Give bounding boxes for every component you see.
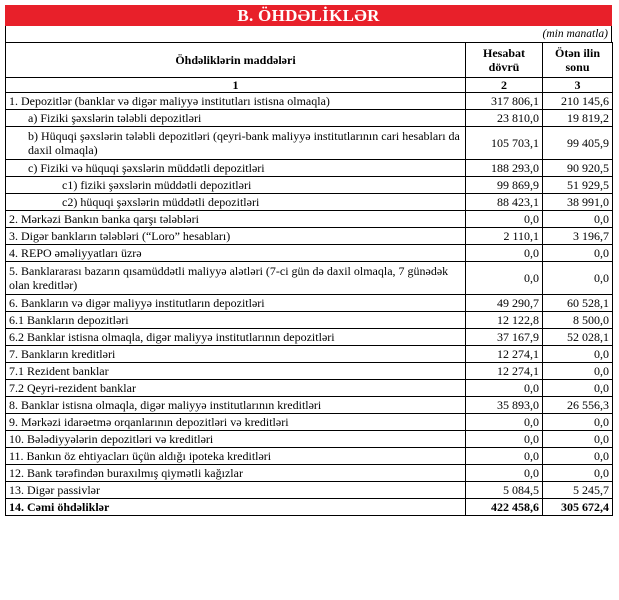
total-label: 14. Cəmi öhdəliklər [6, 499, 466, 516]
row-previous-value: 0,0 [543, 448, 613, 465]
row-previous-value: 19 819,2 [543, 110, 613, 127]
row-label: 5. Banklararası bazarın qısamüddətli maliyyə alətləri (7-ci gün də daxil olmaqla, 7 günədək olan kreditlər) [6, 262, 466, 295]
row-label: 2. Mərkəzi Bankın banka qarşı tələbləri [6, 211, 466, 228]
row-label: 12. Bank tərəfindən buraxılmış qiymətli kağızlar [6, 465, 466, 482]
table-row [6, 380, 613, 397]
row-label: c1) fiziki şəxslərin müddətli depozitləri [6, 177, 466, 194]
row-previous-value: 26 556,3 [543, 397, 613, 414]
row-previous-value: 0,0 [543, 414, 613, 431]
row-previous-value: 210 145,6 [543, 93, 613, 110]
row-previous-value: 38 991,0 [543, 194, 613, 211]
table-row [6, 414, 613, 431]
row-current-value: 0,0 [466, 414, 543, 431]
row-current-value: 23 810,0 [466, 110, 543, 127]
header-row [6, 43, 613, 78]
table-row [6, 312, 613, 329]
unit-label [5, 26, 612, 42]
row-previous-value: 0,0 [543, 465, 613, 482]
row-previous-value: 90 920,5 [543, 160, 613, 177]
total-previous-value: 305 672,4 [543, 499, 613, 516]
table-row [6, 160, 613, 177]
row-current-value: 12 274,1 [466, 346, 543, 363]
table-row [6, 346, 613, 363]
row-label: 10. Bələdiyyələrin depozitləri və kreditləri [6, 431, 466, 448]
row-label: 7. Bankların kreditləri [6, 346, 466, 363]
table-row [6, 194, 613, 211]
row-previous-value: 99 405,9 [543, 127, 613, 160]
row-current-value: 12 274,1 [466, 363, 543, 380]
column-number-row [6, 78, 613, 93]
row-current-value: 2 110,1 [466, 228, 543, 245]
table-row [6, 177, 613, 194]
row-label: 1. Depozitlər (banklar və digər maliyyə institutları istisna olmaqla) [6, 93, 466, 110]
row-label: c2) hüquqi şəxslərin müddətli depozitləri [6, 194, 466, 211]
table-row [6, 465, 613, 482]
row-previous-value: 0,0 [543, 431, 613, 448]
row-previous-value: 5 245,7 [543, 482, 613, 499]
table-row [6, 295, 613, 312]
column-number-1: 1 [6, 78, 466, 93]
row-label: 7.1 Rezident banklar [6, 363, 466, 380]
row-previous-value: 60 528,1 [543, 295, 613, 312]
row-current-value: 0,0 [466, 380, 543, 397]
table-row [6, 329, 613, 346]
row-current-value: 0,0 [466, 465, 543, 482]
row-current-value: 49 290,7 [466, 295, 543, 312]
row-label: 6.2 Banklar istisna olmaqla, digər maliyyə institutlarının depozitləri [6, 329, 466, 346]
table-row [6, 482, 613, 499]
table-row [6, 127, 613, 160]
total-current-value: 422 458,6 [466, 499, 543, 516]
column-number-2: 2 [466, 78, 543, 93]
table-row [6, 431, 613, 448]
header-previous-year: Ötən ilin sonu [543, 43, 613, 78]
column-number-3: 3 [543, 78, 613, 93]
row-current-value: 37 167,9 [466, 329, 543, 346]
row-current-value: 0,0 [466, 448, 543, 465]
row-current-value: 0,0 [466, 211, 543, 228]
row-previous-value: 0,0 [543, 363, 613, 380]
table-row [6, 228, 613, 245]
section-title: B. ÖHDƏLİKLƏR [5, 5, 612, 26]
table-row [6, 397, 613, 414]
row-current-value: 105 703,1 [466, 127, 543, 160]
row-label: 6.1 Bankların depozitləri [6, 312, 466, 329]
row-current-value: 88 423,1 [466, 194, 543, 211]
row-previous-value: 0,0 [543, 211, 613, 228]
row-current-value: 188 293,0 [466, 160, 543, 177]
row-label: 3. Digər bankların tələbləri (“Loro” hesabları) [6, 228, 466, 245]
row-previous-value: 8 500,0 [543, 312, 613, 329]
row-current-value: 35 893,0 [466, 397, 543, 414]
table-row [6, 448, 613, 465]
row-label: 8. Banklar istisna olmaqla, digər maliyyə institutlarının kreditləri [6, 397, 466, 414]
row-label: 4. REPO əməliyyatları üzrə [6, 245, 466, 262]
row-current-value: 12 122,8 [466, 312, 543, 329]
row-previous-value: 0,0 [543, 380, 613, 397]
liabilities-table [5, 42, 613, 516]
row-previous-value: 0,0 [543, 346, 613, 363]
row-previous-value: 3 196,7 [543, 228, 613, 245]
table-row [6, 110, 613, 127]
header-items: Öhdəliklərin maddələri [6, 43, 466, 78]
row-previous-value: 52 028,1 [543, 329, 613, 346]
table-row [6, 262, 613, 295]
row-label: a) Fiziki şəxslərin tələbli depozitləri [6, 110, 466, 127]
row-label: b) Hüquqi şəxslərin tələbli depozitləri (qeyri-bank maliyyə institutlarının cari hesabları da daxil olmaqla) [6, 127, 466, 160]
row-current-value: 0,0 [466, 245, 543, 262]
row-current-value: 0,0 [466, 262, 543, 295]
table-row [6, 245, 613, 262]
table-row [6, 363, 613, 380]
row-label: 9. Mərkəzi idarəetmə orqanlarının depozitləri və kreditləri [6, 414, 466, 431]
row-current-value: 99 869,9 [466, 177, 543, 194]
row-current-value: 0,0 [466, 431, 543, 448]
row-label: 6. Bankların və digər maliyyə institutların depozitləri [6, 295, 466, 312]
row-previous-value: 0,0 [543, 245, 613, 262]
row-label: c) Fiziki və hüquqi şəxslərin müddətli depozitləri [6, 160, 466, 177]
header-current-period: Hesabat dövrü [466, 43, 543, 78]
row-previous-value: 0,0 [543, 262, 613, 295]
row-previous-value: 51 929,5 [543, 177, 613, 194]
row-current-value: 317 806,1 [466, 93, 543, 110]
table-row [6, 211, 613, 228]
total-row [6, 499, 613, 516]
table-row [6, 93, 613, 110]
row-label: 11. Bankın öz ehtiyacları üçün aldığı ipoteka kreditləri [6, 448, 466, 465]
row-label: 7.2 Qeyri-rezident banklar [6, 380, 466, 397]
row-current-value: 5 084,5 [466, 482, 543, 499]
unit-text: (min manatla) [542, 28, 608, 40]
row-label: 13. Digər passivlər [6, 482, 466, 499]
